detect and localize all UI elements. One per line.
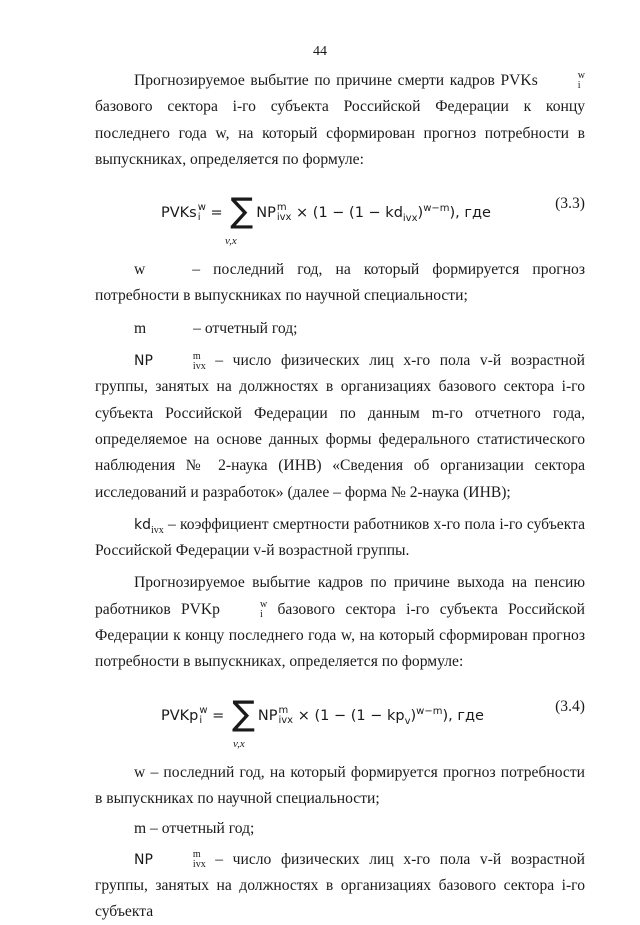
definition-m: m – отчетный год; — [134, 319, 298, 337]
page-number: 44 — [313, 44, 327, 59]
body-text — [95, 68, 585, 925]
equation-number: (3.3) — [555, 195, 585, 213]
sum-sign: ∑ — [230, 191, 254, 232]
definition-np: NP m ivx – число физических лиц x-го пола v-й возрастной группы, занятых на должностях в организациях базового сектора i-го субъекта Российской Федерации по данным m-го отчетного года, определяемое на основе данных формы федерального статистического наблюдения № 2-наука (ИНВ) «Сведения об организации сектора исследований и разработок» (далее – форма № 2-наука (ИНВ); — [95, 350, 585, 501]
paragraph-intro-death: Прогнозируемое выбытие по причине смерти кадров PVKs w i базового сектора i-го субъекта Российской Федерации к концу последнего года w, на который сформирован прогноз потребности в выпускниках, определяется по формуле: — [95, 70, 585, 168]
definition-m-2: m – отчетный год; — [134, 820, 255, 838]
formula-3-3: PVKs w i = ∑ NP m ivx × $(1 - (1 - kd_{ivx})^{w-m})$, где v,x (3.3) — [161, 191, 585, 248]
definition-w-2: w – последний год, на который формируется прогноз потребности в выпускниках по научной специальности; — [95, 763, 585, 807]
definition-kd: $kd_{ivx}$ – коэффициент смертности работников x-го пола i-го субъекта Российской Федерации v-й возрастной группы. — [95, 515, 585, 560]
paragraph-intro-pension: Прогнозируемое выбытие кадров по причине выхода на пенсию работников PVKp w i базового сектора i-го субъекта Российской Федерации к концу последнего года w, на который сформирован прогноз потребности в выпускниках, определяется по формуле: — [95, 574, 585, 671]
formula-3-4: PVKp w i = ∑ NP m ivx × $(1 - (1 - kp_v)^{w-m})$, где v,x (3.4) — [161, 693, 585, 750]
definition-w: w – последний год, на который формируется прогноз потребности в выпускниках по научной специальности; — [95, 261, 585, 305]
definition-np-2: NP m ivx – число физических лиц x-го пола v-й возрастной группы, занятых на должностях в организациях базового сектора i-го субъекта — [95, 848, 585, 921]
sum-sign: ∑ — [231, 693, 255, 734]
equation-number: (3.4) — [555, 697, 585, 715]
sum-limits: v,x — [233, 737, 245, 750]
sum-limits: v,x — [225, 235, 237, 248]
